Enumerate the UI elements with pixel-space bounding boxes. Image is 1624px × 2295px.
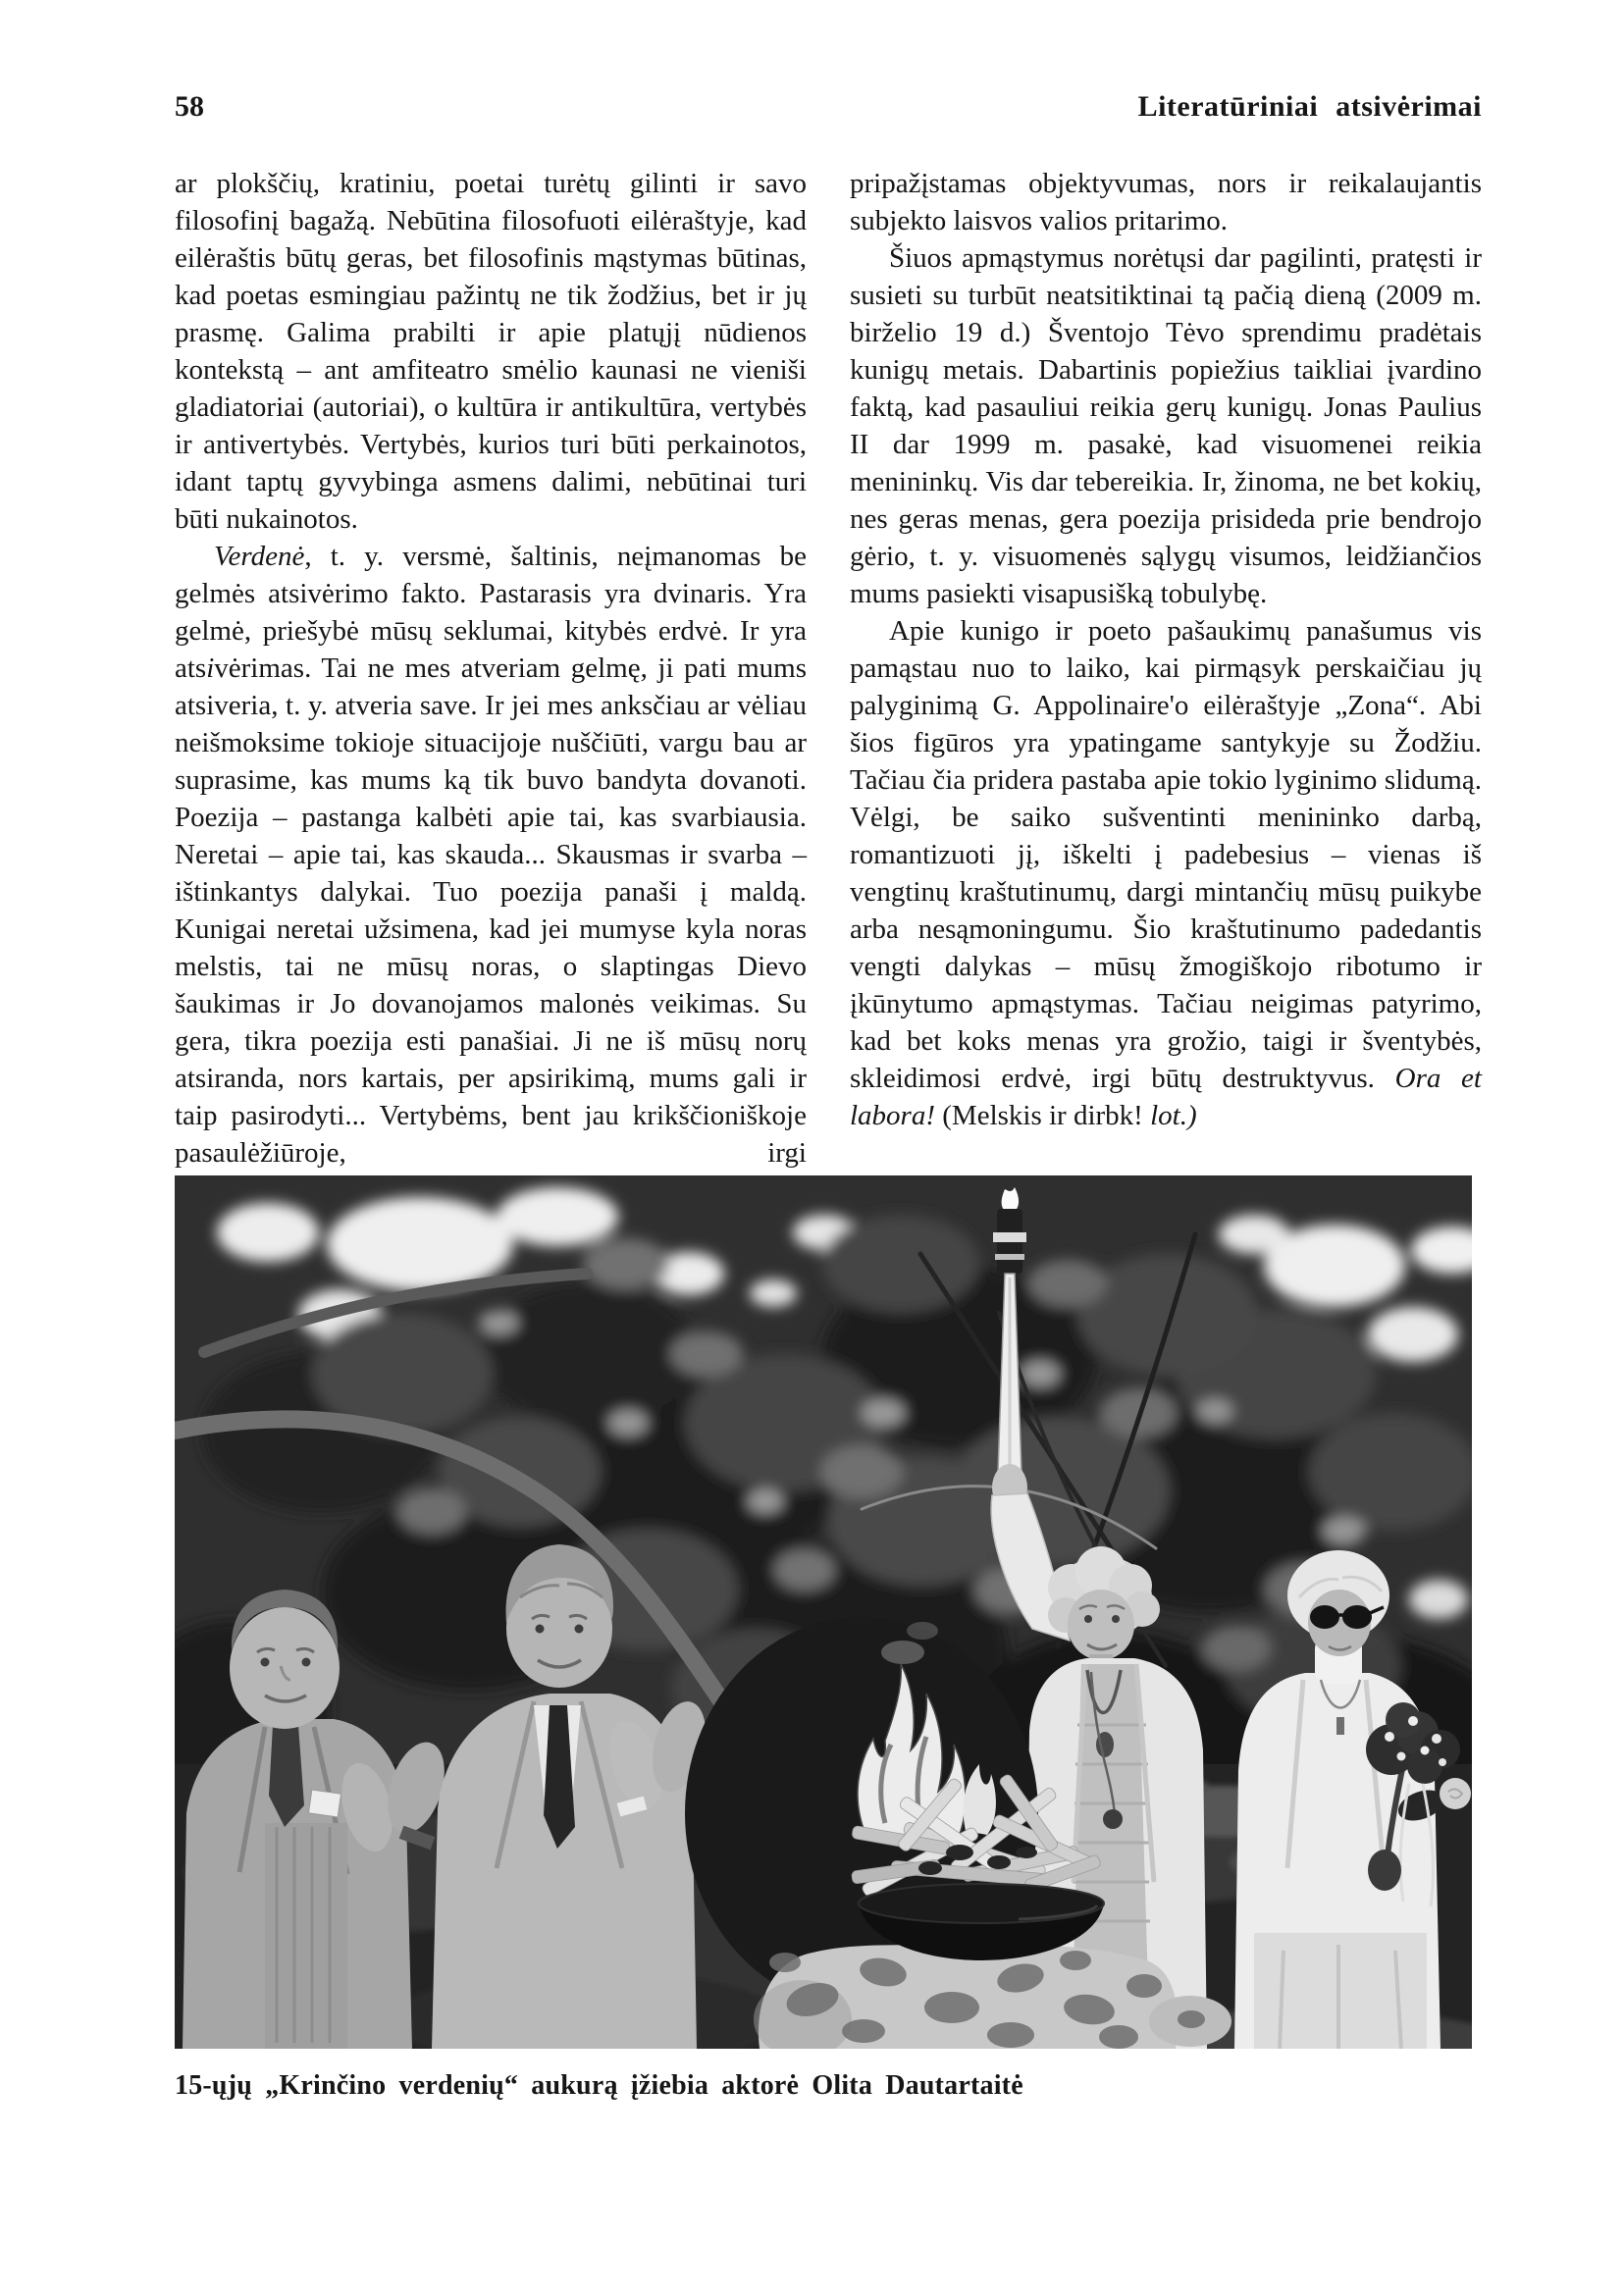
paragraph [175, 165, 807, 538]
man-left-head [230, 1607, 340, 1729]
name-badge [308, 1790, 341, 1817]
ceremony-photo [175, 1175, 1472, 2049]
paragraph [850, 165, 1482, 239]
rose [1440, 1778, 1471, 1809]
photo [175, 1175, 1482, 2102]
text-segment: Apie kunigo ir poeto pašaukimų panašumus vis pamąstau nuo to laiko, kai pirmąsyk perskaičiau jų palyginimą G. Appolinaire'o eilėraštyje „Zona“. Abi šios figūros yra ypatingame santykyje su Žodžiu. Tačiau čia pridera pastaba apie tokio lyginimo slidumą. Vėlgi, be saiko sušventinti menininko darbą, romantizuoti jį, iškelti į padebesius – vienas iš vengtinų kraštutinumų, dargi mintančių mūsų puikybe arba nesąmoningumu. Šio kraštutinumo padedantis vengti dalykas – mūsų žmogiškojo ribotumo ir įkūnytumo apmąstymas. Tačiau neigimas patyrimo, kad bet koks menas yra grožio, taigi ir šventybės, skleidimosi erdvė, irgi būtų destruktyvus. [850, 615, 1482, 1094]
paragraph [175, 538, 807, 1172]
text-segment: i [206, 652, 215, 684]
article-columns [175, 165, 1482, 1172]
paragraph [850, 612, 1482, 1134]
running-title: Literatūriniai atsivėrimai [1137, 90, 1482, 123]
gloved-hand [1368, 1850, 1401, 1891]
text-column-left [175, 165, 807, 1172]
page-number: 58 [175, 90, 204, 123]
text-segment: ar plokščių, kratiniu, poetai turėtų gilinti ir savo filosofinį bagažą. Nebūtina filosofuoti eilėraštyje, kad eilėraštis būtų geras, bet filosofinis mąstymas būtinas, kad poetas esmingiau pažintų ne tik žodžius, bet ir jų prasmę. Galima prabilti ir apie platųjį nūdienos kontekstą – ant amfiteatro smėlio kaunasi ne vieniši gladiatoriai (autoriai), o kultūra ir antikultūra, vertybės ir antivertybės. Vertybės, kurios turi būti perkainotos, idant taptų gyvybinga asmens dalimi, nebūtinai turi būti nukainotos. [175, 168, 807, 535]
photo-caption: 15-ųjų „Krinčino verdenių“ aukurą įžiebia aktorė Olita Dautartaitė [175, 2070, 1023, 2101]
text-segment: (Melskis ir dirbk! [935, 1100, 1151, 1131]
text-segment: pripažįstamas objektyvumas, nors ir reikalaujantis subjekto laisvos valios pritarimo. [850, 168, 1482, 236]
text-segment: , t. y. versmė, šaltinis, neįmanomas be gelmės atsivėrimo fakto. Pastarasis yra dvinaris. Yra gelmė, priešybė mūsų seklumai, kitybės erdvė. Ir yra ats [175, 541, 807, 684]
text-segment: Ora et labora! [850, 1063, 1482, 1131]
text-segment: Verdenė [214, 541, 305, 572]
text-segment: Šiuos apmąstymus norėtųsi dar pagilinti, pratęsti ir susieti su turbūt neatsitiktinai tą pačią dieną (2009 m. birželio 19 d.) Šventojo Tėvo sprendimu pradėtais kunigų metais. Dabartinis popiežius taikliai įvardino faktą, kad pasauliui reikia gerų kunigų. Jonas Paulius II dar 1999 m. pasakė, kad visuomenei reikia menininkų. Vis dar tebereikia. Ir, žinoma, ne bet kokių, nes geras menas, gera poezija prisideda prie bendrojo gėrio, t. y. visuomenės sąlygų visumos, leidžiančios mums pasiekti visapusišką tobulybę. [850, 242, 1482, 609]
paragraph [850, 239, 1482, 612]
text-segment: lot.) [1150, 1100, 1197, 1131]
page-header [175, 90, 1482, 124]
text-column-right [850, 165, 1482, 1172]
text-segment: vėrimas. Tai ne mes atveriam gelmę, ji pati mums atsiveria, t. y. atveria save. Ir jei mes anksčiau ar vėliau neišmoksime tokioje situacijoje nuščiūti, vargu bau ar suprasime, kas mums ką tik buvo bandyta dovanoti. Poezija – pastanga kalbėti apie tai, kas svarbiausia. Neretai – apie tai, kas skauda... Skausmas ir svarba – ištinkantys dalykai. Tuo poezija panaši į maldą. Kunigai neretai užsimena, kad jei mumyse kyla noras melstis, tai ne mūsų noras, o slaptingas Dievo šaukimas ir Jo dovanojamos malonės veikimas. Su gera, tikra poezija esti panašiai. Ji ne iš mūsų norų atsiranda, nors kartais, per apsirikimą, mums gali ir taip pasirodyti... Vertybėms, bent jau krikščioniškoje pasaulėžiūroje, irgi [175, 652, 807, 1169]
